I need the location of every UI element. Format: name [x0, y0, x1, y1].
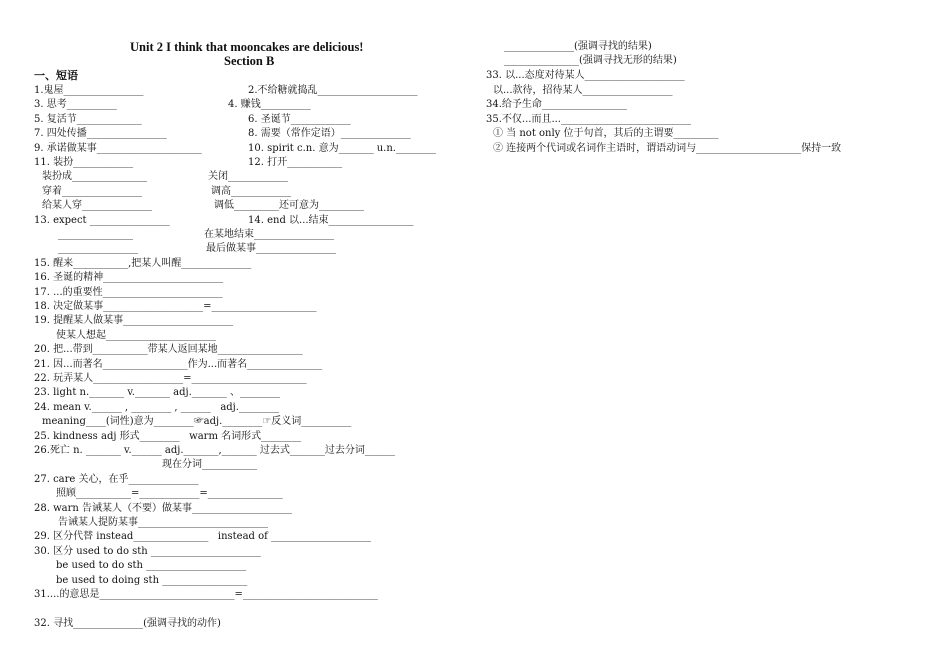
phrase-item: 19. 提醒某人做某事______________________: [34, 315, 234, 326]
phrase-subitem: meaning____(词性)意为________☞adj.________☞反义词__________: [42, 416, 352, 427]
section-heading: 一、短语: [34, 69, 78, 82]
phrase-item: 14. end 以...结束_________________: [248, 215, 414, 226]
phrase-item: 12. 打开___________: [248, 157, 343, 168]
phrase-item: 20. 把...带到___________带某人返回某地_________________: [34, 344, 303, 355]
phrase-subitem: ________________: [58, 243, 138, 254]
phrase-subitem: be used to doing sth _________________: [56, 575, 248, 586]
phrase-item: 5. 复活节_____________: [34, 114, 142, 125]
phrase-item: 18. 决定做某事____________________=_____________________: [34, 301, 317, 312]
phrase-subitem: 使某人想起______________________: [56, 330, 216, 341]
phrase-item: 10. spirit c.n. 意为_______ u.n.________: [248, 143, 436, 154]
phrase-item: 34.给予生命_________________: [486, 99, 627, 110]
phrase-item: 33. 以...态度对待某人____________________: [486, 70, 685, 81]
phrase-subitem: 穿着________________: [42, 186, 142, 197]
phrase-subitem: 关闭____________: [208, 171, 288, 182]
phrase-item: 6. 圣诞节____________: [248, 114, 351, 125]
phrase-item: 21. 因...而著名_________________作为...而著名_______________: [34, 359, 323, 370]
phrase-item: 23. light n._______ v._______ adj._______ 、________: [34, 387, 280, 398]
phrase-subitem: 给某人穿______________: [42, 200, 152, 211]
phrase-subitem: ① 当 not only 位于句首，其后的主谓要_________: [493, 128, 719, 139]
phrase-item: 22. 玩弄某人__________________=_______________________: [34, 373, 307, 384]
phrase-subitem: 最后做某事________________: [206, 243, 336, 254]
phrase-item: 28. warn 告诫某人（不要）做某事____________________: [34, 503, 293, 514]
phrase-item: 9. 承诺做某事_____________________: [34, 143, 202, 154]
phrase-item: 32. 寻找______________(强调寻找的动作): [34, 618, 221, 629]
phrase-subitem: _______________(强调寻找无形的结果): [504, 55, 677, 66]
phrase-item: 1.鬼屋________________: [34, 85, 144, 96]
phrase-item: 27. care 关心，在乎______________: [34, 474, 199, 485]
phrase-item: 35.不仅...而且...__________________________: [486, 114, 691, 125]
phrase-item: 25. kindness adj 形式________ warm 名词形式________: [34, 431, 302, 442]
page-title: Unit 2 I think that mooncakes are delicious!: [130, 40, 364, 54]
phrase-subitem: 照顾___________=____________=_______________: [56, 488, 283, 499]
phrase-subitem: 以...款待，招待某人__________________: [493, 85, 673, 96]
phrase-item: 11. 装扮____________: [34, 157, 134, 168]
phrase-item: 31....的意思是___________________________=___________________________: [34, 589, 378, 600]
phrase-item: 17. ...的重要性________________________: [34, 287, 223, 298]
phrase-subitem: _______________: [58, 229, 133, 240]
phrase-subitem: ______________(强调寻找的结果): [504, 41, 652, 52]
phrase-subitem: 告诫某人提防某事__________________________: [58, 517, 268, 528]
phrase-item: 16. 圣诞的精神________________________: [34, 272, 224, 283]
phrase-item: 4. 赚钱__________: [228, 99, 311, 110]
section-title: Section B: [224, 54, 275, 68]
phrase-item: 30. 区分 used to do sth ______________________: [34, 546, 261, 557]
phrase-subitem: 调低_________还可意为_________: [214, 200, 364, 211]
phrase-subitem: 装扮成_______________: [42, 171, 147, 182]
phrase-item: 3. 思考__________: [34, 99, 117, 110]
phrase-subitem: 现在分词___________: [162, 459, 257, 470]
phrase-subitem: 调高____________: [211, 186, 291, 197]
phrase-item: 15. 醒来___________,把某人叫醒______________: [34, 258, 252, 269]
phrase-subitem: be used to do sth ____________________: [56, 560, 247, 571]
phrase-item: 24. mean v.______ , ________ , ______ adj.________: [34, 402, 279, 413]
phrase-item: 26.死亡 n. _______ v.______ adj._______,_______ 过去式_______过去分词______: [34, 445, 395, 456]
phrase-item: 7. 四处传播________________: [34, 128, 167, 139]
phrase-item: 29. 区分代替 instead_______________ instead of ____________________: [34, 531, 372, 542]
phrase-item: 13. expect ________________: [34, 215, 170, 226]
phrase-subitem: ② 连接两个代词或名词作主语时，谓语动词与_____________________保持一致: [493, 143, 842, 154]
phrase-subitem: 在某地结束________________: [204, 229, 334, 240]
phrase-item: 8. 需要（常作定语）______________: [248, 128, 411, 139]
phrase-item: 2.不给糖就捣乱____________________: [248, 85, 418, 96]
